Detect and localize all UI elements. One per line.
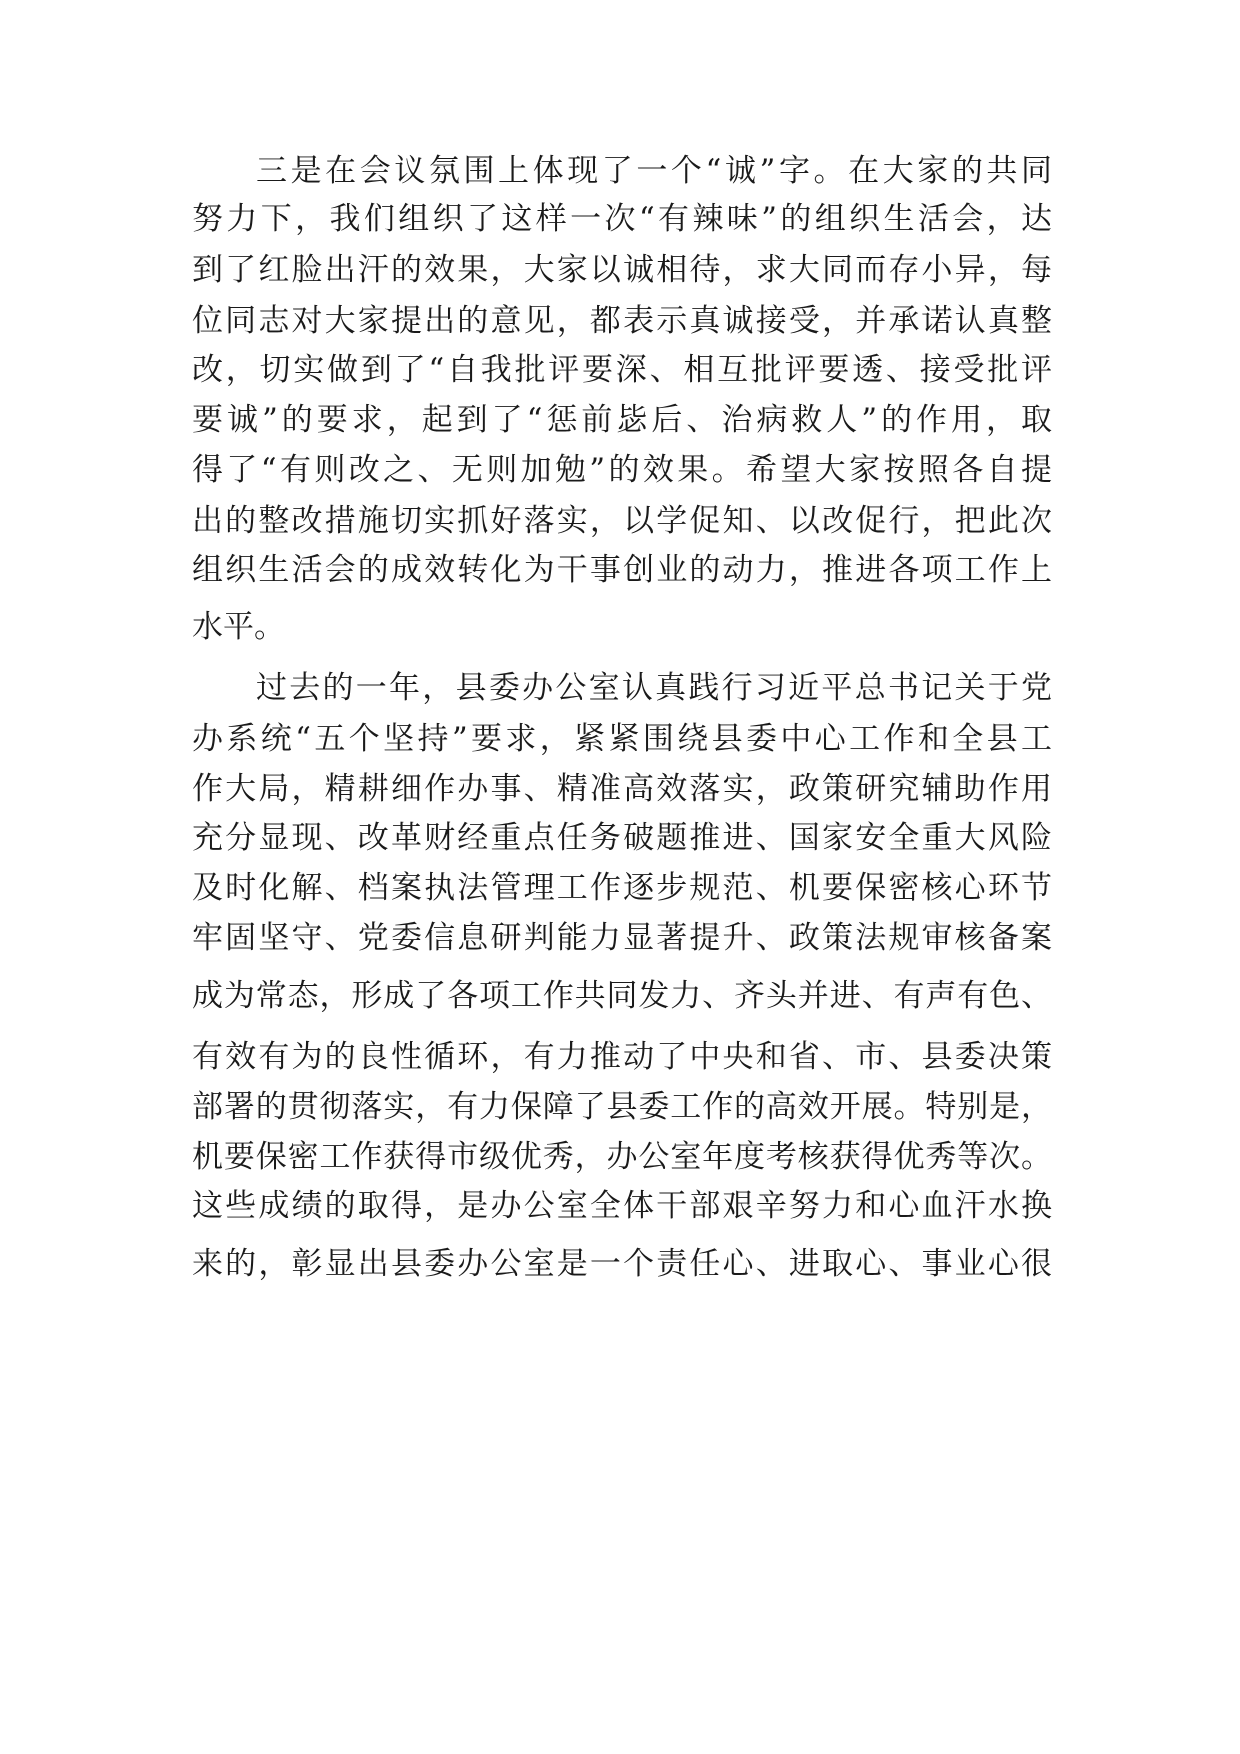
paragraph-1-line-4: 位同志对大家提出的意见，都表示真诚接受，并承诺认真整 — [192, 303, 1052, 339]
paragraph-2-line-6: 牢固坚守、党委信息研判能力显著提升、政策法规审核备案 — [192, 920, 1052, 956]
paragraph-2-line-1: 过去的一年，县委办公室认真践行习近平总书记关于党 — [256, 670, 1052, 706]
paragraph-2-line-10: 机要保密工作获得市级优秀，办公室年度考核获得优秀等次。 — [192, 1139, 1052, 1175]
paragraph-1-line-5: 改，切实做到了“自我批评要深、相互批评要透、接受批评 — [192, 352, 1052, 388]
paragraph-2-line-11: 这些成绩的取得，是办公室全体干部艰辛努力和心血汗水换 — [192, 1188, 1052, 1224]
paragraph-2-line-3: 作大局，精耕细作办事、精准高效落实，政策研究辅助作用 — [192, 771, 1052, 807]
paragraph-1-line-9: 组织生活会的成效转化为干事创业的动力，推进各项工作上 — [192, 552, 1052, 588]
paragraph-1-line-1: 三是在会议氛围上体现了一个“诚”字。在大家的共同 — [256, 153, 1052, 189]
paragraph-1-line-3: 到了红脸出汗的效果，大家以诚相待，求大同而存小异，每 — [192, 252, 1052, 288]
paragraph-2-line-5: 及时化解、档案执法管理工作逐步规范、机要保密核心环节 — [192, 870, 1052, 906]
paragraph-1-line-10: 水平。 — [192, 609, 285, 645]
paragraph-1-line-7: 得了“有则改之、无则加勉”的效果。希望大家按照各自提 — [192, 452, 1052, 488]
paragraph-2-line-12: 来的，彰显出县委办公室是一个责任心、进取心、事业心很 — [192, 1246, 1052, 1282]
paragraph-1-line-2: 努力下，我们组织了这样一次“有辣味”的组织生活会，达 — [192, 201, 1052, 237]
paragraph-2-line-9: 部署的贯彻落实，有力保障了县委工作的高效开展。特别是， — [192, 1089, 1052, 1125]
paragraph-2-line-7: 成为常态，形成了各项工作共同发力、齐头并进、有声有色、 — [192, 978, 1052, 1014]
paragraph-1-line-6: 要诚”的要求，起到了“惩前毖后、治病救人”的作用，取 — [192, 402, 1052, 438]
paragraph-1-line-8: 出的整改措施切实抓好落实，以学促知、以改促行，把此次 — [192, 503, 1052, 539]
paragraph-2-line-2: 办系统“五个坚持”要求，紧紧围绕县委中心工作和全县工 — [192, 721, 1052, 757]
paragraph-2-line-4: 充分显现、改革财经重点任务破题推进、国家安全重大风险 — [192, 820, 1052, 856]
paragraph-2-line-8: 有效有为的良性循环，有力推动了中央和省、市、县委决策 — [192, 1039, 1052, 1075]
